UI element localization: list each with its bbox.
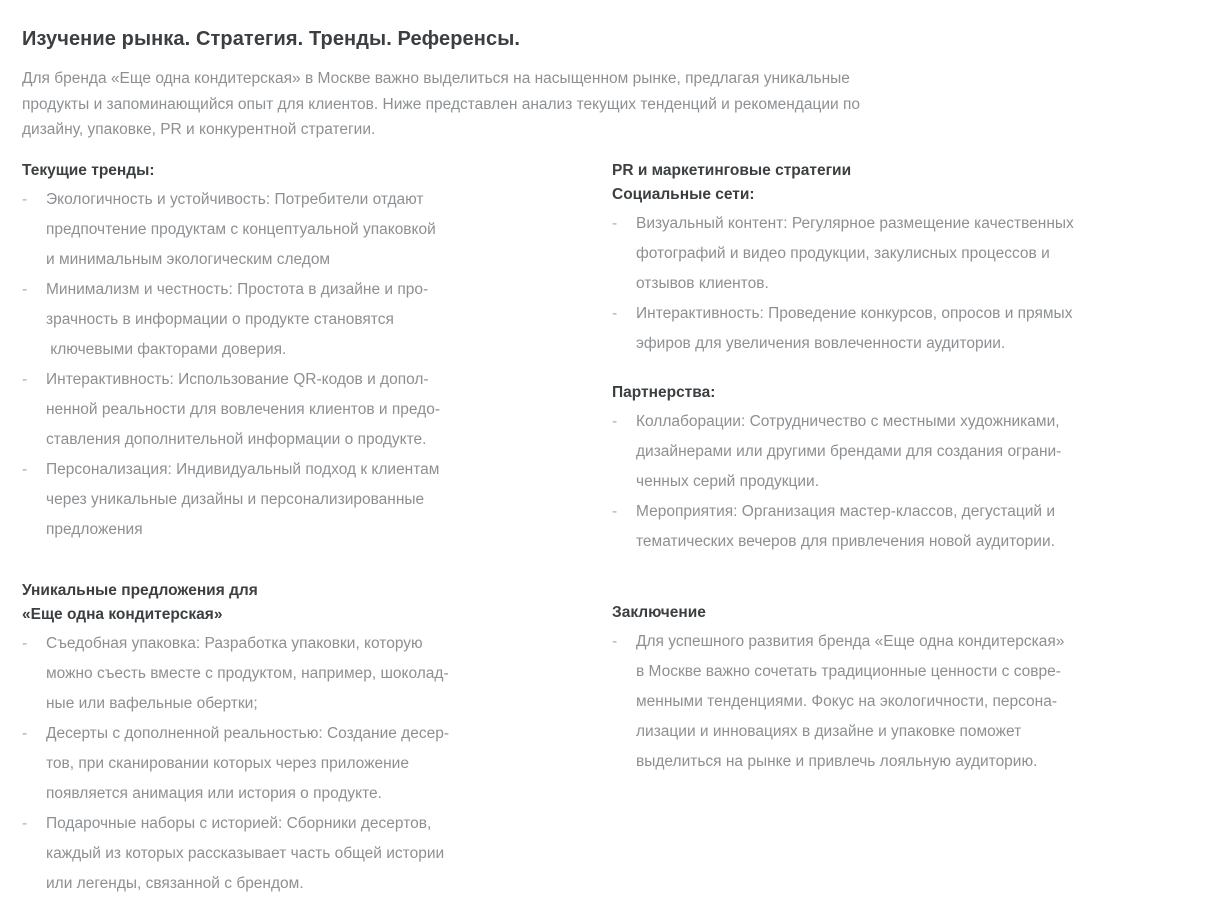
section-heading-conclusion: Заключение	[612, 603, 706, 621]
section-heading-social-networks: Социальные сети:	[612, 185, 755, 203]
text-line: Подарочные наборы с историей: Сборники десертов,	[46, 814, 432, 832]
text-line: лизации и инновациях в дизайне и упаковке поможет	[636, 722, 1022, 740]
bullet-dash-icon: -	[22, 190, 28, 208]
bullet-dash-icon: -	[612, 502, 618, 520]
bullet-dash-icon: -	[22, 724, 28, 742]
list-item	[22, 455, 606, 545]
list-item	[22, 275, 606, 365]
page-title: Изучение рынка. Стратегия. Тренды. Референсы.	[22, 28, 521, 50]
text-line: Экологичность и устойчивость: Потребители отдают	[46, 190, 424, 208]
text-line: в Москве важно сочетать традиционные ценности с совре-	[636, 662, 1061, 680]
text-line: предложения	[46, 520, 143, 538]
text-line: и минимальным экологическим следом	[46, 250, 331, 268]
section-heading-pr-marketing: PR и маркетинговые стратегии	[612, 161, 852, 179]
spacer	[612, 359, 1222, 381]
text-line: ставления дополнительной информации о продукте.	[46, 430, 427, 448]
left-column	[22, 159, 606, 899]
two-column-body	[22, 159, 1214, 899]
text-line: появляется анимация или история о продукте.	[46, 784, 382, 802]
bullet-dash-icon: -	[22, 634, 28, 652]
social-networks-list	[612, 209, 1222, 359]
text-line: дизайнерами или другими брендами для создания ограни-	[636, 442, 1062, 460]
text-line: зрачность в информации о продукте становятся	[46, 310, 394, 328]
list-item	[612, 407, 1222, 497]
text-line: Десерты с дополненной реальностью: Создание десер-	[46, 724, 449, 742]
section-heading-unique-offers-line1: Уникальные предложения для	[22, 581, 258, 599]
text-line: Для бренда «Еще одна кондитерская» в Москве важно выделиться на насыщенном рынке, предлагая уникальные	[22, 70, 850, 87]
section-heading-partnerships: Партнерства:	[612, 383, 716, 401]
text-line: Интерактивность: Проведение конкурсов, опросов и прямых	[636, 304, 1073, 322]
text-line: Интерактивность: Использование QR-кодов и допол-	[46, 370, 429, 388]
text-line: Мероприятия: Организация мастер-классов, дегустаций и	[636, 502, 1056, 520]
list-item	[22, 809, 606, 899]
text-line: тематических вечеров для привлечения новой аудитории.	[636, 532, 1055, 550]
text-line: фотографий и видео продукции, закулисных процессов и	[636, 244, 1050, 262]
text-line: Персонализация: Индивидуальный подход к клиентам	[46, 460, 440, 478]
text-line: каждый из которых рассказывает часть общей истории	[46, 844, 445, 862]
text-line: менными тенденциями. Фокус на экологичности, персона-	[636, 692, 1058, 710]
text-line: дизайну, упаковке, PR и конкурентной стратегии.	[22, 121, 376, 138]
text-line: или легенды, связанной с брендом.	[46, 874, 304, 892]
list-item	[22, 365, 606, 455]
text-line: Минимализм и честность: Простота в дизайне и про-	[46, 280, 429, 298]
bullet-dash-icon: -	[612, 214, 618, 232]
unique-offers-list	[22, 629, 606, 899]
spacer	[612, 557, 1222, 601]
text-line: ненной реальности для вовлечения клиентов и предо-	[46, 400, 440, 418]
bullet-dash-icon: -	[22, 280, 28, 298]
section-heading-current-trends: Текущие тренды:	[22, 161, 155, 179]
text-line: предпочтение продуктам с концептуальной упаковкой	[46, 220, 436, 238]
list-item	[612, 627, 1222, 777]
bullet-dash-icon: -	[612, 412, 618, 430]
bullet-dash-icon: -	[22, 814, 28, 832]
text-line: Коллаборации: Сотрудничество с местными художниками,	[636, 412, 1060, 430]
bullet-dash-icon: -	[22, 370, 28, 388]
list-item	[22, 629, 606, 719]
list-item	[612, 209, 1222, 299]
text-line: отзывов клиентов.	[636, 274, 769, 292]
bullet-dash-icon: -	[612, 304, 618, 322]
bullet-dash-icon: -	[612, 632, 618, 650]
text-line: можно съесть вместе с продуктом, например, шоколад-	[46, 664, 449, 682]
spacer	[22, 545, 606, 579]
right-column	[606, 159, 1222, 777]
text-line: эфиров для увеличения вовлеченности аудитории.	[636, 334, 1006, 352]
text-line: через уникальные дизайны и персонализированные	[46, 490, 425, 508]
section-heading-unique-offers-line2: «Еще одна кондитерская»	[22, 605, 223, 623]
text-line: выделиться на рынке и привлечь лояльную аудиторию.	[636, 752, 1038, 770]
list-item	[612, 497, 1222, 557]
current-trends-list	[22, 185, 606, 545]
list-item	[612, 299, 1222, 359]
intro-paragraph	[22, 66, 1202, 143]
text-line: ченных серий продукции.	[636, 472, 819, 490]
partnerships-list	[612, 407, 1222, 557]
text-line: ные или вафельные обертки;	[46, 694, 258, 712]
conclusion-list	[612, 627, 1222, 777]
text-line: Для успешного развития бренда «Еще одна кондитерская»	[636, 632, 1065, 650]
bullet-dash-icon: -	[22, 460, 28, 478]
text-line: тов, при сканировании которых через приложение	[46, 754, 409, 772]
text-line: ключевыми факторами доверия.	[46, 340, 287, 358]
list-item	[22, 185, 606, 275]
text-line: Визуальный контент: Регулярное размещение качественных	[636, 214, 1074, 232]
text-line: Съедобная упаковка: Разработка упаковки, которую	[46, 634, 423, 652]
text-line: продукты и запоминающийся опыт для клиентов. Ниже представлен анализ текущих тенденций и рекомендации по	[22, 95, 860, 113]
list-item	[22, 719, 606, 809]
